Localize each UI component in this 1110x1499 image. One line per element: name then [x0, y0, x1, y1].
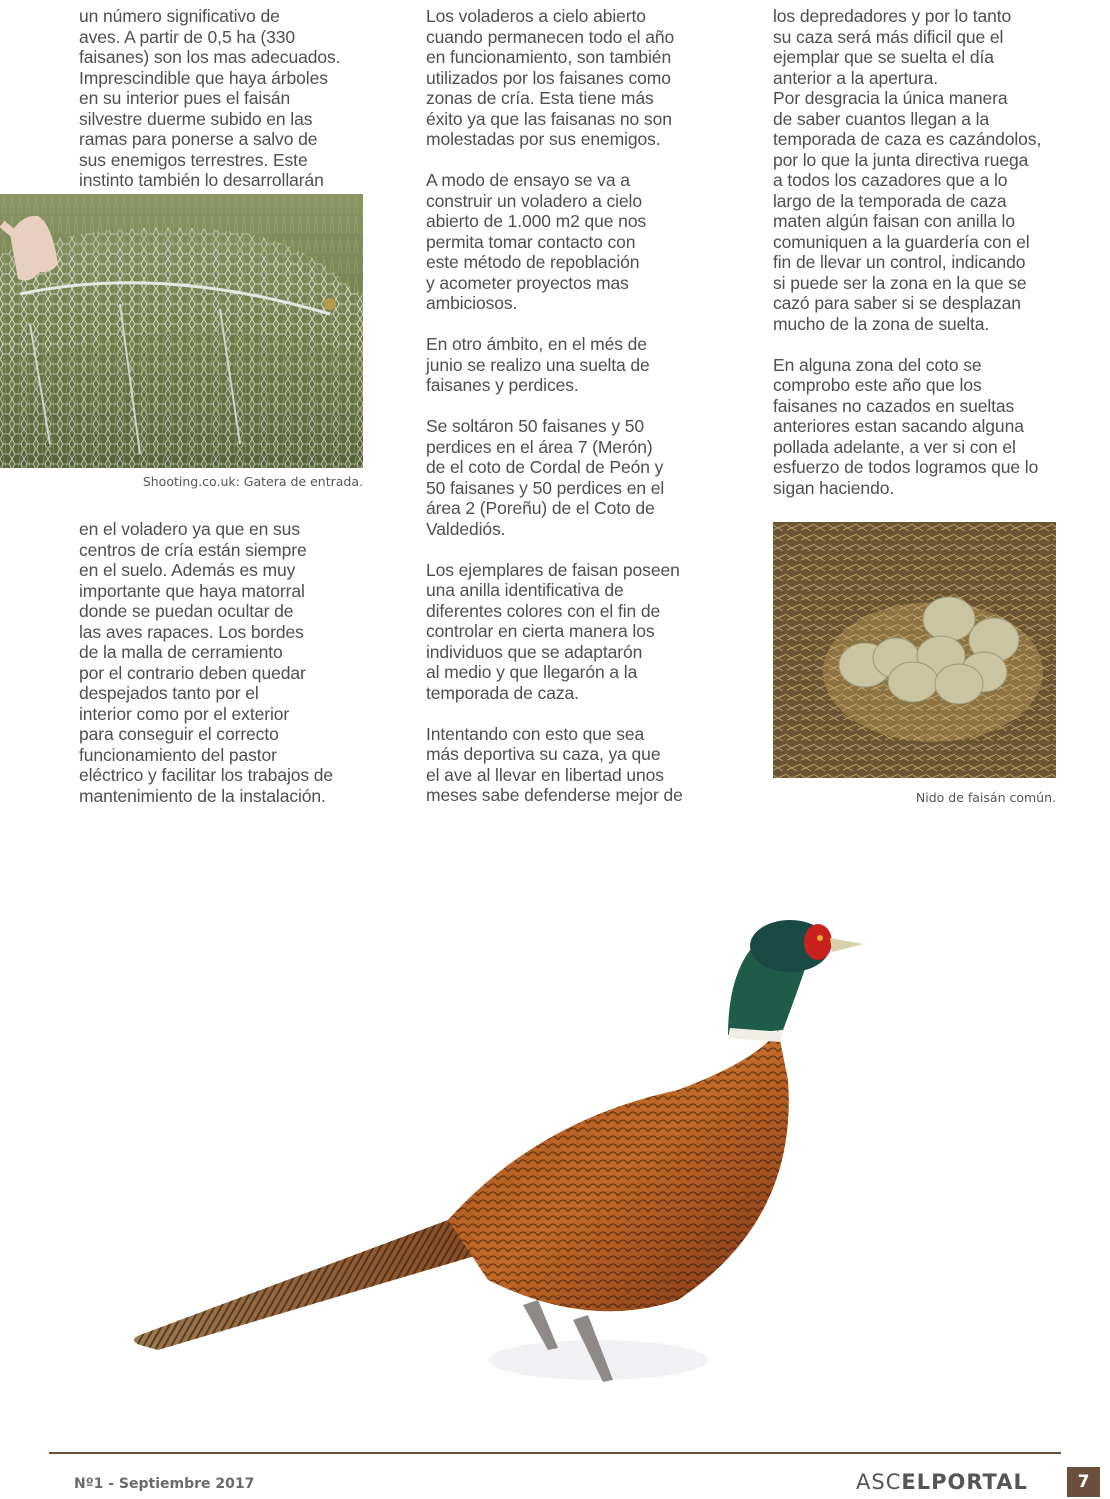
nest-photo-image	[773, 522, 1056, 778]
brand-logo	[856, 1470, 1028, 1494]
photo-net-gate	[0, 194, 363, 468]
column-3-text	[773, 6, 1073, 498]
caption-nest: Nido de faisán común.	[915, 790, 1056, 805]
caption-net: Shooting.co.uk: Gatera de entrada.	[142, 474, 363, 489]
paragraph: Se soltáron 50 faisanes y 50 perdices en el área 7 (Merón) de el coto de Cordal de Peón y 50 faisanes y 50 perdices en el área 2 (Poreñu) de el Coto de Valdediós.	[426, 416, 665, 539]
paragraph: A modo de ensayo se va a construir un voladero a cielo abierto de 1.000 m2 que nos permita tomar contacto con este método de repoblación y acometer proyectos mas ambiciosos.	[426, 170, 647, 313]
paragraph: Los ejemplares de faisan poseen una anilla identificativa de diferentes colores con el fin de controlar en cierta manera los individuos que se adaptarón al medio y que llegarón a la temporada de caza.	[426, 559, 680, 703]
paragraph: en el voladero ya que en sus centros de cría están siempre en el suelo. Además es muy importante que haya matorral donde se puedan ocultar de las aves rapaces. Los bordes de la malla de cerramiento por el contrario deben quedar despejados tanto por el interior como por el exterior para conseguir el correcto funcionamiento del pastor eléctrico y facilitar los trabajos de mantenimiento de la instalación.	[79, 519, 334, 806]
paragraph: En alguna zona del coto se comprobo este año que los faisanes no cazados en sueltas anteriores estan sacando alguna pollada adelante, a ver si con el esfuerzo de todos logramos que lo sigan haciendo.	[773, 354, 1039, 498]
paragraph: En otro ámbito, en el més de junio se realizo una suelta de faisanes y perdices.	[426, 334, 650, 395]
column-1-top-text	[79, 6, 369, 191]
footer-divider	[49, 1452, 1061, 1454]
page-number: 7	[1067, 1467, 1100, 1497]
issue-label: Nº1 - Septiembre 2017	[74, 1476, 255, 1492]
brand-bold: ELPORTAL	[901, 1470, 1028, 1494]
column-1-bottom-text	[79, 519, 369, 806]
net-photo-image	[0, 194, 363, 468]
paragraph: un número significativo de aves. A partir de 0,5 ha (330 faisanes) son los mas adecuados. Imprescindible que haya árboles en su interior pues el faisán silvestre duerme subido en las ramas para ponerse a salvo de sus enemigos terrestres. Este instinto también lo desarrollarán	[79, 6, 341, 190]
paragraph: Intentando con esto que sea más deportiva su caza, ya que el ave al llevar en libertad unos meses sabe defenderse mejor de	[426, 723, 683, 805]
brand-light: ASC	[856, 1470, 902, 1494]
pheasant-image	[118, 860, 898, 1430]
column-2-text	[426, 6, 726, 806]
pheasant-illustration	[118, 860, 898, 1430]
photo-pheasant-nest	[773, 522, 1056, 778]
paragraph: Los voladeros a cielo abierto cuando permanecen todo el año en funcionamiento, son también utilizados por los faisanes como zonas de cría. Esta tiene más éxito ya que las faisanas no son molestadas por sus enemigos.	[426, 6, 675, 149]
paragraph: los depredadores y por lo tanto su caza será más dificil que el ejemplar que se suelta el día anterior a la apertura. Por desgracia la única manera de saber cuantos llegan a la temporada de caza es cazándolos, por lo que la junta directiva ruega a todos los cazadores que a lo largo de la temporada de caza maten algún faisan con anilla lo comuniquen a la guardería con el fin de llevar un control, indicando si puede ser la zona en la que se cazó para saber si se desplazan mucho de la zona de suelta.	[773, 6, 1042, 334]
